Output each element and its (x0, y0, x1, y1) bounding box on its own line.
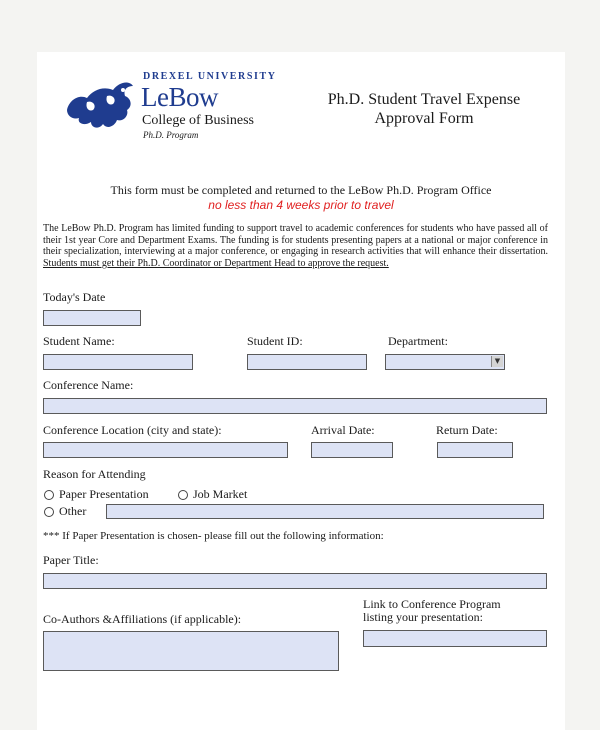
todays-date-label: Today's Date (43, 290, 106, 304)
arrival-date-input[interactable] (311, 442, 393, 458)
department-label: Department: (388, 334, 448, 348)
conference-name-label: Conference Name: (43, 378, 134, 392)
college-name: College of Business (142, 113, 254, 128)
paper-title-input[interactable] (43, 573, 547, 589)
department-select[interactable] (385, 354, 505, 370)
student-name-input[interactable] (43, 354, 193, 370)
student-id-label: Student ID: (247, 334, 303, 348)
coauthors-input[interactable] (43, 631, 339, 671)
other-label: Other (59, 504, 87, 518)
paper-presentation-label: Paper Presentation (59, 487, 149, 501)
paper-note: *** If Paper Presentation is chosen- please fill out the following information: (43, 530, 384, 542)
university-name: DREXEL UNIVERSITY (143, 71, 277, 82)
conference-name-input[interactable] (43, 398, 547, 414)
instruction-text: This form must be completed and returned to the LeBow Ph.D. Program Office (110, 183, 492, 197)
approval-requirement: Students must get their Ph.D. Coordinator or Department Head to approve the request. (43, 257, 389, 269)
student-name-label: Student Name: (43, 334, 115, 348)
todays-date-input[interactable] (43, 310, 141, 326)
form-title-line1: Ph.D. Student Travel Expense (327, 91, 521, 108)
intro-paragraph (43, 223, 548, 269)
arrival-date-label: Arrival Date: (311, 423, 375, 437)
conference-link-label-line2: listing your presentation: (363, 610, 483, 624)
job-market-radio[interactable] (178, 490, 188, 500)
paper-title-label: Paper Title: (43, 553, 99, 567)
conference-location-label: Conference Location (city and state): (43, 423, 222, 437)
intro-paragraph-body: The LeBow Ph.D. Program has limited funding to support travel to academic conferences for students who have passed all of their 1st year Core and Department Exams. The funding is for students presenting papers at a national or major conference in their specialization, interviewing at a major conference, or engaging in research activities that will enhance their dissertation. (43, 223, 548, 257)
conference-link-label-line1: Link to Conference Program (363, 597, 501, 611)
chevron-down-icon[interactable]: ▼ (491, 356, 503, 367)
school-name: LeBow (141, 82, 218, 112)
other-input[interactable] (106, 504, 544, 519)
student-id-input[interactable] (247, 354, 367, 370)
deadline-text: no less than 4 weeks prior to travel (208, 198, 394, 212)
other-radio[interactable] (44, 507, 54, 517)
job-market-label: Job Market (193, 487, 248, 501)
form-page (37, 52, 565, 730)
coauthors-label: Co-Authors &Affiliations (if applicable): (43, 612, 242, 626)
return-date-label: Return Date: (436, 423, 498, 437)
paper-presentation-radio[interactable] (44, 490, 54, 500)
conference-link-input[interactable] (363, 630, 547, 647)
return-date-input[interactable] (437, 442, 513, 458)
reason-label: Reason for Attending (43, 467, 146, 481)
program-name: Ph.D. Program (143, 130, 199, 140)
conference-location-input[interactable] (43, 442, 288, 458)
form-title-line2: Approval Form (374, 110, 474, 127)
conference-link-label (363, 598, 501, 624)
dragon-logo-icon (59, 72, 137, 134)
form-title (297, 90, 551, 128)
